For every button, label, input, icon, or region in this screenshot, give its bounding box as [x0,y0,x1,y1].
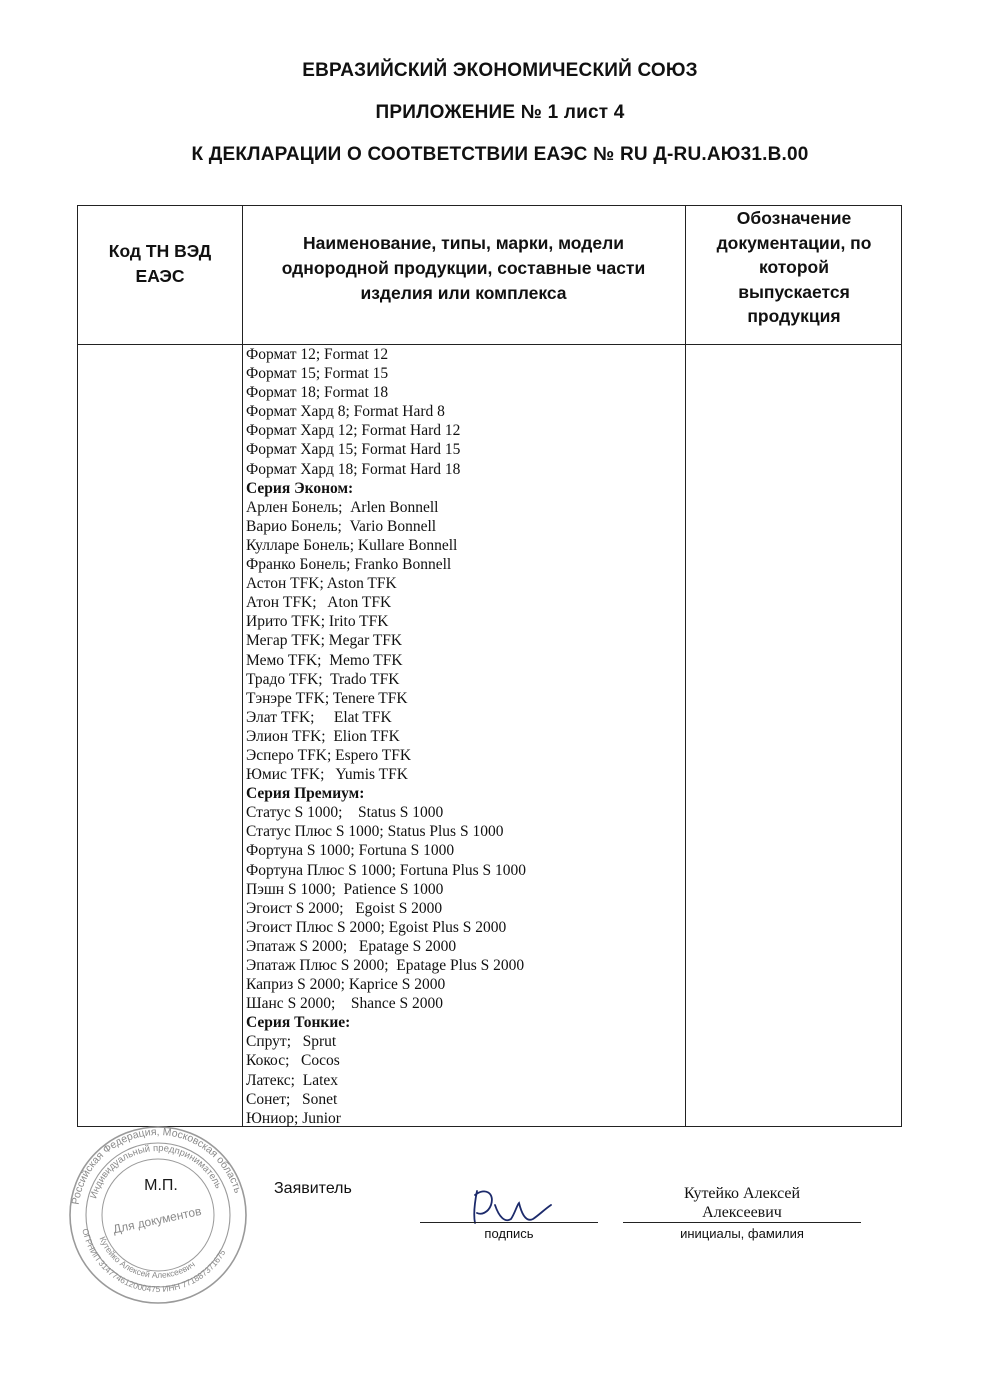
product-item: Тэнэре TFK; Tenere TFK [246,689,408,707]
series-heading: Серия Премиум: [246,785,365,803]
product-item: Кокос; Cocos [246,1052,340,1070]
product-item: Франко Бонель; Franko Bonnell [246,556,452,574]
product-item: Юмис TFK; Yumis TFK [246,766,408,784]
signature-line [420,1222,598,1223]
declaration-reference: К ДЕКЛАРАЦИИ О СООТВЕТСТВИИ ЕАЭС № RU Д-RU.АЮ31.В.00 [191,144,809,165]
product-item: Сонет; Sonet [246,1090,338,1108]
product-list [246,345,676,1128]
product-item: Элион TFK; Elion TFK [246,727,400,745]
product-item: Формат 18; Format 18 [246,384,389,402]
svg-text:ОГРНИП 314774612000475 ИНН 771: ОГРНИП 314774612000475 ИНН 771887371675 [80,1227,228,1295]
product-item: Арлен Бонель; Arlen Bonnell [246,498,439,516]
product-item: Элат TFK; Elat TFK [246,708,392,726]
product-item: Статус S 1000; Status S 1000 [246,804,444,822]
product-item: Каприз S 2000; Kaprice S 2000 [246,976,446,994]
product-item: Кулларе Бонель; Kullare Bonnell [246,536,458,554]
product-item: Традо TFK; Trado TFK [246,670,400,688]
product-item: Юниор; Junior [246,1109,341,1127]
product-item: Эгоист Плюс S 2000; Egoist Plus S 2000 [246,918,507,936]
applicant-label: Заявитель [274,1180,352,1197]
product-item: Формат 15; Format 15 [246,365,389,383]
product-item: Эпатаж Плюс S 2000; Epatage Plus S 2000 [246,957,525,974]
stamp-mp-label: М.П. [144,1177,178,1194]
col-header-product-name: Наименование, типы, марки, модели однородной продукции, составные части изделия или комплекса [281,233,646,303]
product-item: Спрут; Sprut [246,1033,337,1051]
product-item: Эсперо TFK; Espero TFK [246,746,412,764]
product-item: Ирито TFK; Irito TFK [246,613,389,631]
col-header-documentation: Обозначение документации, по которой выпускается продукция [716,208,872,327]
signer-name-line1: Кутейко Алексей [683,1185,801,1202]
document-title: ЕВРАЗИЙСКИЙ ЭКОНОМИЧЕСКИЙ СОЮЗ [302,60,698,81]
product-item: Формат Хард 18; Format Hard 18 [246,460,461,478]
col-header-tnved: Код ТН ВЭД ЕАЭС [108,241,212,286]
product-item: Формат Хард 15; Format Hard 15 [246,441,461,459]
svg-text:Для документов: Для документов [111,1203,203,1237]
product-item: Статус Плюс S 1000; Status Plus S 1000 [246,823,504,841]
product-item: Эпатаж S 2000; Epatage S 2000 [246,937,457,955]
product-item: Шанс S 2000; Shance S 2000 [246,995,443,1013]
product-item: Формат Хард 8; Format Hard 8 [246,403,445,421]
product-item: Мегар TFK; Megar TFK [246,632,403,650]
series-heading: Серия Эконом: [246,479,354,497]
product-item: Фортуна Плюс S 1000; Fortuna Plus S 1000 [246,861,527,879]
signer-name-line2: Алексеевич [702,1204,782,1221]
stamp-seal [67,1124,249,1306]
name-line [623,1222,861,1223]
product-item: Пэшн S 1000; Patience S 1000 [246,880,444,898]
product-item: Астон TFK; Aston TFK [246,575,397,593]
svg-text:Российская Федерация, Московск: Российская Федерация, Московская область [69,1125,244,1206]
product-item: Атон TFK; Aton TFK [246,594,392,612]
svg-text:Кутейко Алексей Алексеевич: Кутейко Алексей Алексеевич [97,1234,197,1281]
product-item: Формат Хард 12; Format Hard 12 [246,422,461,440]
series-heading: Серия Тонкие: [246,1014,351,1032]
svg-text:Индивидуальный предприниматель: Индивидуальный предприниматель [88,1142,224,1201]
signature-caption: подпись [484,1226,534,1241]
appendix-title: ПРИЛОЖЕНИЕ № 1 лист 4 [375,102,625,123]
name-caption: инициалы, фамилия [680,1226,804,1241]
product-item: Формат 12; Format 12 [246,346,389,363]
product-item: Фортуна S 1000; Fortuna S 1000 [246,842,455,860]
product-item: Варио Бонель; Vario Bonnell [246,517,437,535]
products-table [77,205,902,1127]
product-item: Мемо TFK; Memo TFK [246,651,403,669]
product-item: Латекс; Latex [246,1071,339,1089]
product-item: Эгоист S 2000; Egoist S 2000 [246,899,443,917]
